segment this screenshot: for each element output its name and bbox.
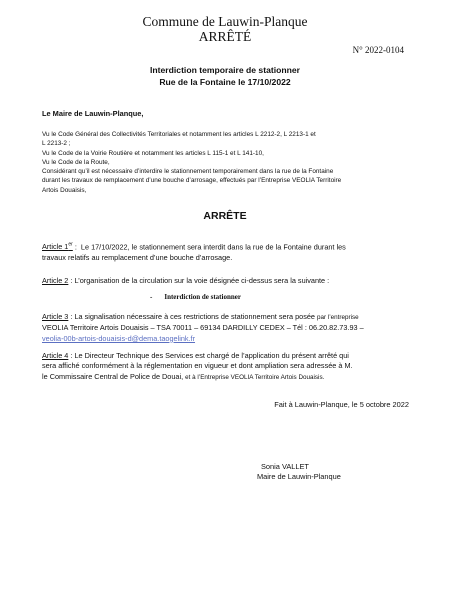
consideration-line: Vu le Code de la Route, [42,158,110,166]
article-3 [42,312,414,344]
contact-email-link[interactable]: veolia-00b-artois-douaisis-d@dema.taogelink.fr [42,333,196,343]
subject-block [0,64,450,88]
article-4-line-3: le Commissaire Central de Police de Douai, et à l’Entreprise VEOLIA Territoire Artois Douaisis. [42,371,325,381]
document-type-title: ARRÊTÉ [198,29,252,44]
consideration-line: Artois Douaisis, [42,186,87,194]
article-4-label: Article 4 [42,351,69,360]
signature-place-date: Fait à Lauwin-Planque, le 5 octobre 2022 [274,400,409,409]
article-2-bullet [150,293,241,301]
decision-heading: ARRÊTE [203,210,247,222]
article-3-line-2: VEOLIA Territoire Artois Douaisis – TSA 70011 – 69134 DARDILLY CEDEX – Tél : 06.20.82.73.93 – [42,323,364,333]
article-1-line-1: Article 1er : Le 17/10/2022, le stationnement sera interdit dans la rue de la Fontaine durant les [42,242,346,252]
article-4-line-2: sera affiché conformément à la réglementation en vigueur et dont ampliation sera adressée à M. [42,361,353,371]
article-2-text: : L’organisation de la circulation sur la voie désignée ci-dessus sera la suivante : [68,276,330,285]
article-4-line-1: Article 4 : Le Directeur Technique des Services est chargé de l’application du présent arrêté qui [42,351,349,360]
article-1 [42,240,414,263]
article-3-line-1: Article 3 : La signalisation nécessaire à ces restrictions de stationnement sera posée par l’entreprise [42,312,359,321]
subject-line-2: Rue de la Fontaine le 17/10/2022 [159,77,291,87]
signatory-title: Maire de Lauwin-Planque [257,472,341,482]
bullet-text: Interdiction de stationner [164,293,241,301]
consideration-line: L 2213-2 ; [42,140,71,148]
consideration-line: durant les travaux de remplacement d’une bouche d’arrosage, effectués par l’Entreprise VEOLIA Territoire [42,177,342,185]
decree-number: N° 2022-0104 [352,45,404,55]
signatory-name: Sonia VALLET [261,462,309,471]
article-1-line-2: travaux relatifs au remplacement d’une bouche d’arrosage. [42,252,233,262]
consideration-line: Vu le Code Général des Collectivités Territoriales et notamment les articles L 2212-2, L 2213-1 et [42,131,316,138]
article-3-label: Article 3 [42,312,69,321]
maire-heading: Le Maire de Lauwin-Planque, [42,109,144,118]
article-4 [42,351,414,383]
subject-line-1: Interdiction temporaire de stationner [150,65,300,75]
article-2 [42,276,414,286]
article-1-label: Article 1er [42,242,73,252]
article-3-line-3 [42,334,414,344]
consideration-line: Vu le Code de la Voirie Routière et notamment les articles L 115-1 et L 141-10, [42,149,264,157]
signature-block [257,462,341,483]
article-2-label: Article 2 [42,276,69,285]
consideration-line: Considérant qu’il est nécessaire d’interdire le stationnement temporairement dans la rue de la Fontaine [42,168,334,176]
bullet-dash: - [150,293,153,301]
considerations-block [42,130,414,195]
commune-title: Commune de Lauwin-Planque [142,14,308,29]
